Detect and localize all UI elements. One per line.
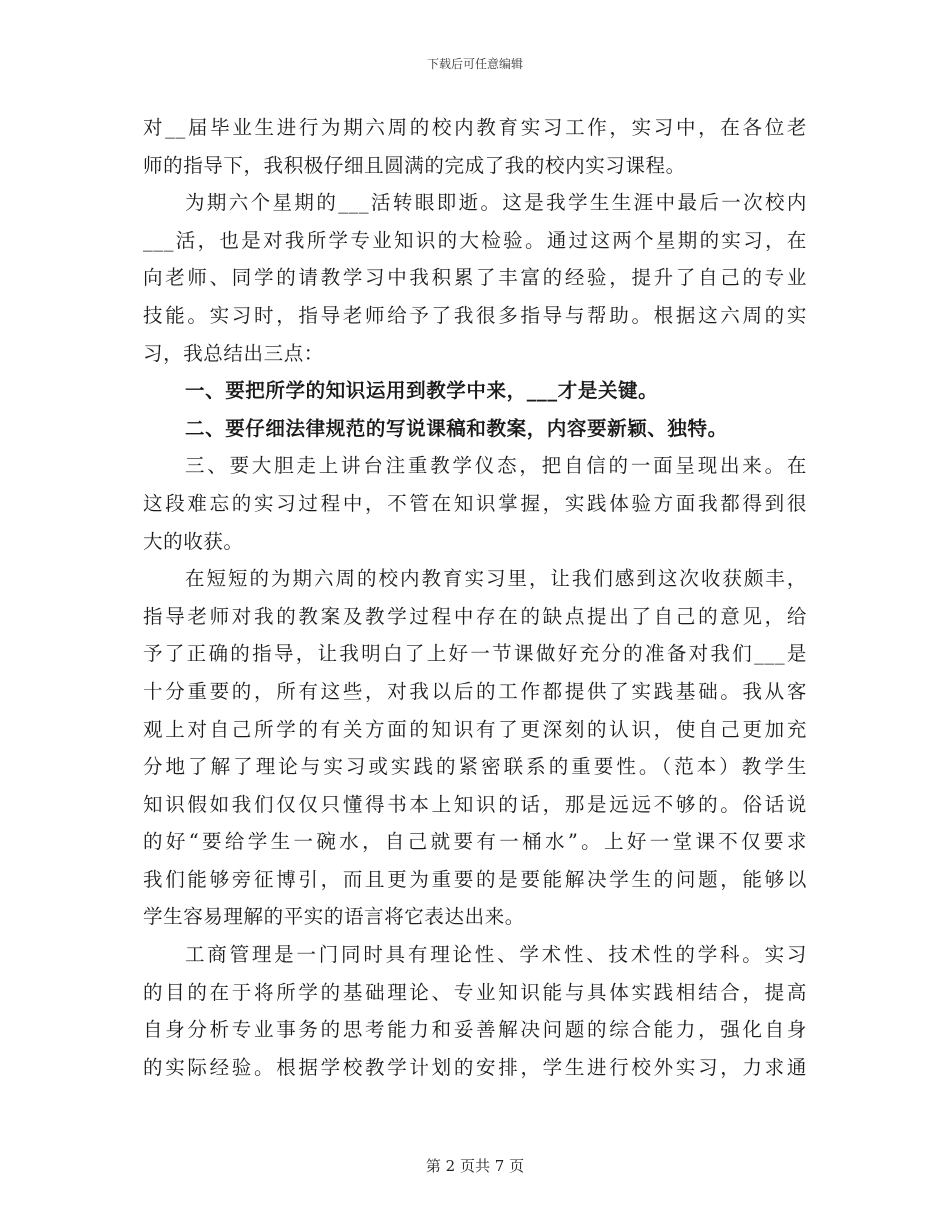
page-header: 下载后可任意编辑 [426, 57, 523, 71]
bold-text-line: 一、要把所学的知识运用到教学中来，___才是关键。 [185, 379, 659, 403]
text-line: 十分重要的，所有这些，对我以后的工作都提供了实践基础。我从客 [143, 679, 807, 703]
text-line: 三、要大胆走上讲台注重教学仪态，把自信的一面呈现出来。在 [185, 454, 807, 478]
text-line: 观上对自己所学的有关方面的知识有了更深刻的认识，使自己更加充 [143, 717, 807, 741]
text-line: 指导老师对我的教案及教学过程中存在的缺点提出了自己的意见，给 [143, 604, 807, 628]
text-line: 向老师、同学的请教学习中我积累了丰富的经验，提升了自己的专业 [143, 266, 807, 290]
text-line: ___活，也是对我所学专业知识的大检验。通过这两个星期的实习，在 [143, 228, 807, 252]
text-line: 学生容易理解的平实的语言将它表达出来。 [143, 905, 525, 929]
page-footer: 第 2 页共 7 页 [425, 1157, 525, 1175]
text-line: 分地了解了理论与实习或实践的紧密联系的重要性。（范本）教学生 [143, 755, 807, 779]
text-line: 我们能够旁征博引，而且更为重要的是要能解决学生的问题，能够以 [143, 867, 807, 891]
text-line: 在短短的为期六周的校内教育实习里，让我们感到这次收获颇丰， [185, 567, 807, 591]
text-line: 为期六个星期的___活转眼即逝。这是我学生生涯中最后一次校内 [185, 191, 807, 215]
text-line: 习，我总结出三点： [143, 341, 324, 365]
text-line: 予了正确的指导，让我明白了上好一节课做好充分的准备对我们___是 [143, 642, 807, 666]
text-line: 知识假如我们仅仅只懂得书本上知识的话，那是远远不够的。俗话说 [143, 792, 807, 816]
text-line: 师的指导下，我积极仔细且圆满的完成了我的校内实习课程。 [143, 153, 686, 177]
text-line: 这段难忘的实习过程中，不管在知识掌握，实践体验方面我都得到很 [143, 491, 807, 515]
bold-text-line: 二、要仔细法律规范的写说课稿和教案，内容要新颖、独特。 [185, 416, 728, 440]
text-line: 对__届毕业生进行为期六周的校内教育实习工作，实习中，在各位老 [143, 116, 807, 139]
text-line: 的好“要给学生一碗水，自己就要有一桶水”。上好一堂课不仅要求 [143, 830, 807, 854]
text-line: 的实际经验。根据学校教学计划的安排，学生进行校外实习，力求通 [143, 1055, 807, 1079]
text-line: 大的收获。 [143, 529, 244, 553]
text-line: 自身分析专业事务的思考能力和妥善解决问题的综合能力，强化自身 [143, 1018, 807, 1042]
text-line: 的目的在于将所学的基础理论、专业知识能与具体实践相结合，提高 [143, 980, 807, 1004]
text-line: 工商管理是一门同时具有理论性、学术性、技术性的学科。实习 [185, 943, 807, 967]
text-line: 技能。实习时，指导老师给予了我很多指导与帮助。根据这六周的实 [143, 303, 807, 327]
document-body [143, 109, 807, 1086]
